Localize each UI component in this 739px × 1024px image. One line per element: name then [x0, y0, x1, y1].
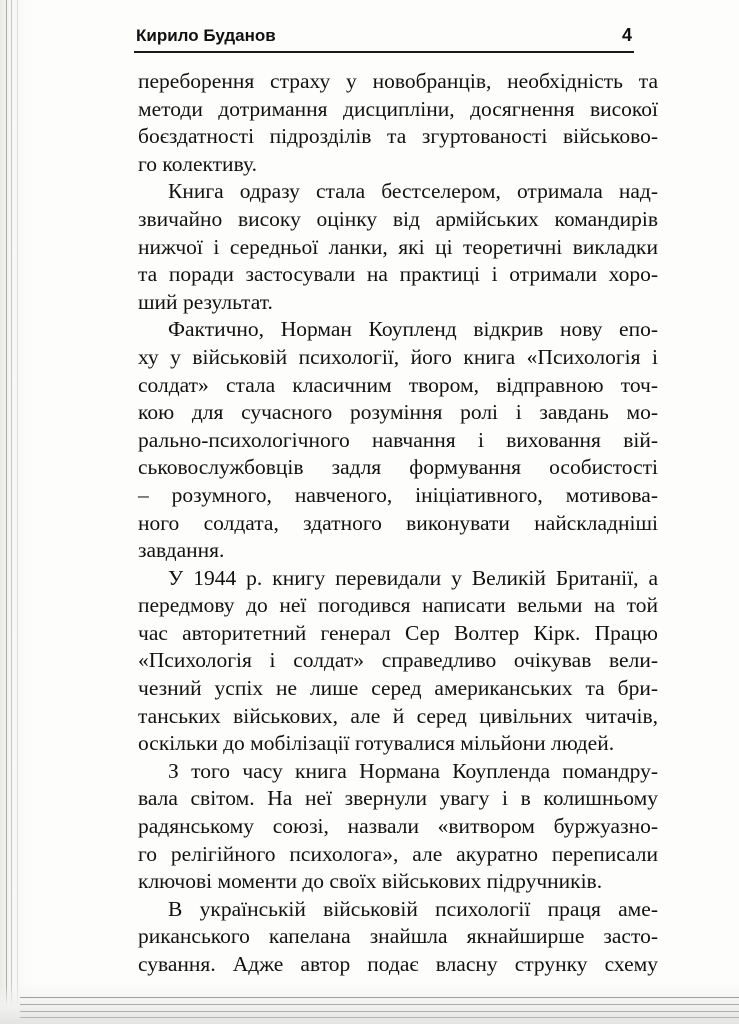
text-line: сування. Адже автор подає власну струнку схему: [138, 952, 658, 976]
body-text: [138, 68, 658, 979]
text-line: рально-психологічного навчання і виховання вій-: [138, 427, 658, 452]
text-line: нижчої і середньої ланки, які ці теоретичні викладки: [138, 234, 658, 259]
text-line: ськовослужбовців задля формування особистості: [138, 455, 658, 480]
binding-line: [17, 0, 18, 1024]
running-head-author: Кирило Буданов: [136, 26, 276, 45]
text-line: З того часу книга Нормана Коупленда помандру-: [168, 758, 658, 783]
text-line: ключові моменти до своїх військових підручників.: [138, 869, 603, 894]
text-line: риканського капелана знайшла якнайширше засто-: [138, 924, 658, 949]
binding-line: [11, 0, 12, 1024]
bottom-edge-line: [20, 1004, 739, 1005]
text-line: В українській військовій психології праця аме-: [168, 896, 658, 921]
text-line: ного солдата, здатного виконувати найскладніші: [138, 510, 658, 535]
text-line: час авторитетний генерал Сер Волтер Кірк. Працю: [138, 620, 658, 645]
text-line: чезний успіх не лише серед американських та бри-: [138, 676, 658, 701]
text-line: «Психологія і солдат» справедливо очікував вели-: [138, 648, 658, 673]
text-line: переборення страху у новобранців, необхідність та: [138, 69, 658, 93]
bottom-edge-line: [20, 1011, 739, 1012]
text-line: го релігійного психолога», але акуратно переписали: [138, 841, 658, 866]
text-line: боєздатності підрозділів та згуртованості військово-: [138, 124, 658, 149]
text-line: кою для сучасного розуміння ролі і завдань мо-: [138, 400, 658, 425]
text-line: солдат» стала класичним твором, відправною точ-: [138, 372, 658, 397]
page-bottom-edge: [0, 984, 739, 1024]
text-line: танських військових, але й серед цивільних читачів,: [138, 703, 658, 728]
text-line: У 1944 р. книгу перевидали у Великій Британії, а: [168, 565, 658, 590]
text-line: методи дотримання дисципліни, досягнення високої: [138, 96, 658, 121]
bottom-edge-line: [20, 997, 739, 998]
binding-edge: [0, 0, 34, 1024]
text-line: радянському союзі, назвали «витвором буржуазно-: [138, 814, 658, 839]
text-line: – розумного, навченого, ініціативного, мотивова-: [138, 482, 658, 507]
bottom-edge-line: [20, 1017, 739, 1018]
header-rule: [134, 51, 634, 53]
text-line: передмову до неї погодився написати вельми на той: [138, 593, 658, 618]
text-line: Книга одразу стала бестселером, отримала над-: [168, 179, 658, 204]
binding-line: [6, 0, 7, 1024]
page-number: 4: [621, 25, 632, 45]
text-line: оскільки до мобілізації готувалися мільйони людей.: [138, 731, 615, 756]
text-line: вала світом. На неї звернули увагу і в колишньому: [138, 786, 658, 811]
text-line: ху у військовій психології, його книга «Психологія і: [138, 344, 658, 369]
text-line: завдання.: [138, 538, 225, 563]
text-line: ший результат.: [138, 289, 273, 314]
text-line: го колективу.: [138, 151, 257, 176]
running-head: [134, 24, 634, 46]
text-line: звичайно високу оцінку від армійських командирів: [138, 206, 658, 231]
text-line: Фактично, Норман Коупленд відкрив нову епо-: [168, 317, 658, 342]
text-line: та поради застосували на практиці і отримали хоро-: [138, 262, 658, 287]
